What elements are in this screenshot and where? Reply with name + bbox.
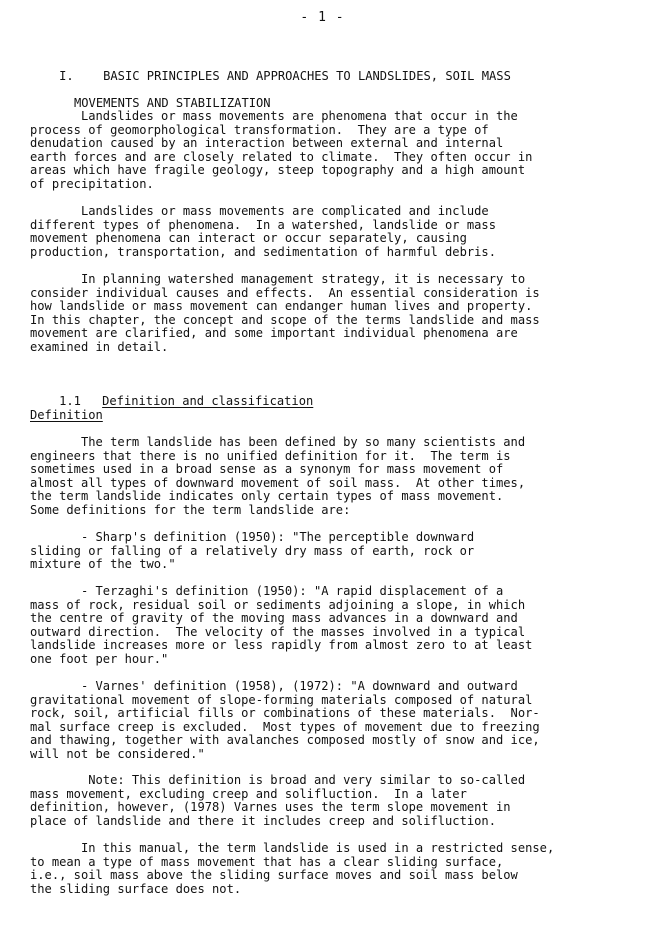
paragraph-line: process of geomorphological transformation. They are a type of <box>30 122 489 137</box>
chapter-title-line-2: MOVEMENTS AND STABILIZATION <box>74 95 271 110</box>
paragraph-line: of precipitation. <box>30 176 154 191</box>
paragraph-line: mass of rock, residual soil or sediments adjoining a slope, in which <box>30 597 526 612</box>
paragraph-line: almost all types of downward movement of soil mass. At other times, <box>30 475 526 490</box>
varnes-definition <box>30 680 620 762</box>
paragraph-line: In this chapter, the concept and scope of the terms landslide and mass <box>30 312 540 327</box>
paragraph-line: and thawing, together with avalanches composed mostly of snow and ice, <box>30 733 540 748</box>
section-title: Definition and classification <box>102 393 314 408</box>
section-number: 1.1 <box>59 393 81 408</box>
paragraph-line: movement phenomena can interact or occur separately, causing <box>30 231 467 246</box>
intro-paragraph-3 <box>30 273 620 355</box>
paragraph-line: - Varnes' definition (1958), (1972): "A downward and outward <box>30 679 518 693</box>
paragraph-line: Note: This definition is broad and very similar to so-called <box>30 773 526 787</box>
paragraph-line: the term landslide indicates only certain types of mass movement. <box>30 489 504 504</box>
paragraph-line: production, transportation, and sedimentation of harmful debris. <box>30 244 496 259</box>
paragraph-line: Landslides or mass movements are complicated and include <box>30 204 489 218</box>
sharp-definition <box>30 531 620 572</box>
paragraph-line: outward direction. The velocity of the masses involved in a typical <box>30 624 526 639</box>
terzaghi-definition <box>30 585 620 667</box>
paragraph-line: engineers that there is no unified definition for it. The term is <box>30 448 511 463</box>
paragraph-line: mal surface creep is excluded. Most types of movement due to freezing <box>30 719 540 734</box>
paragraph-line: earth forces and are closely related to climate. They often occur in <box>30 149 533 164</box>
chapter-number: I. <box>59 68 74 83</box>
paragraph-line: denudation caused by an interaction between external and internal <box>30 136 504 151</box>
paragraph-line: movement are clarified, and some important individual phenomena are <box>30 326 518 341</box>
paragraph-line: the sliding surface does not. <box>30 881 242 896</box>
paragraph-line: to mean a type of mass movement that has a clear sliding surface, <box>30 854 504 869</box>
paragraph-line: In this manual, the term landslide is used in a restricted sense, <box>30 841 555 855</box>
paragraph-line: In planning watershed management strategy, it is necessary to <box>30 272 526 286</box>
paragraph-line: Some definitions for the term landslide are: <box>30 502 351 517</box>
paragraph-line: the centre of gravity of the moving mass advances in a downward and <box>30 611 518 626</box>
paragraph-line: will not be considered." <box>30 746 205 761</box>
paragraph-line: place of landslide and there it includes creep and solifluction. <box>30 813 496 828</box>
paragraph-line: examined in detail. <box>30 339 169 354</box>
paragraph-line: how landslide or mass movement can endanger human lives and property. <box>30 299 533 314</box>
paragraph-line: different types of phenomena. In a watershed, landslide or mass <box>30 217 496 232</box>
paragraph-line: i.e., soil mass above the sliding surface moves and soil mass below <box>30 868 518 883</box>
definition-note <box>30 774 620 828</box>
paragraph-line: consider individual causes and effects. An essential consideration is <box>30 285 540 300</box>
paragraph-line: gravitational movement of slope-forming materials composed of natural <box>30 692 533 707</box>
paragraph-line: landslide increases more or less rapidly from almost zero to at least <box>30 638 533 653</box>
paragraph-line: areas which have fragile geology, steep topography and a high amount <box>30 163 526 178</box>
paragraph-line: The term landslide has been defined by so many scientists and <box>30 435 526 449</box>
paragraph-line: definition, however, (1978) Varnes uses the term slope movement in <box>30 800 511 815</box>
paragraph-line: sometimes used in a broad sense as a synonym for mass movement of <box>30 462 504 477</box>
chapter-title-line-1: BASIC PRINCIPLES AND APPROACHES TO LANDSLIDES, SOIL MASS <box>103 68 511 83</box>
definition-paragraph-1 <box>30 436 620 518</box>
paragraph-line: rock, soil, artificial fills or combinations of these materials. Nor- <box>30 706 540 721</box>
paragraph-line: one foot per hour." <box>30 651 169 666</box>
paragraph-line: - Terzaghi's definition (1950): "A rapid displacement of a <box>30 584 504 598</box>
paragraph-line: mass movement, excluding creep and solifluction. In a later <box>30 786 467 801</box>
intro-paragraph-1 <box>30 110 620 192</box>
manual-definition <box>30 842 620 896</box>
paragraph-line: sliding or falling of a relatively dry mass of earth, rock or <box>30 543 475 558</box>
subsection-heading: Definition <box>30 408 103 422</box>
page-number: - 1 - <box>300 10 345 25</box>
paragraph-line: - Sharp's definition (1950): "The perceptible downward <box>30 530 475 544</box>
intro-paragraph-2 <box>30 205 620 259</box>
paragraph-line: Landslides or mass movements are phenomena that occur in the <box>30 109 518 123</box>
paragraph-line: mixture of the two." <box>30 557 176 572</box>
